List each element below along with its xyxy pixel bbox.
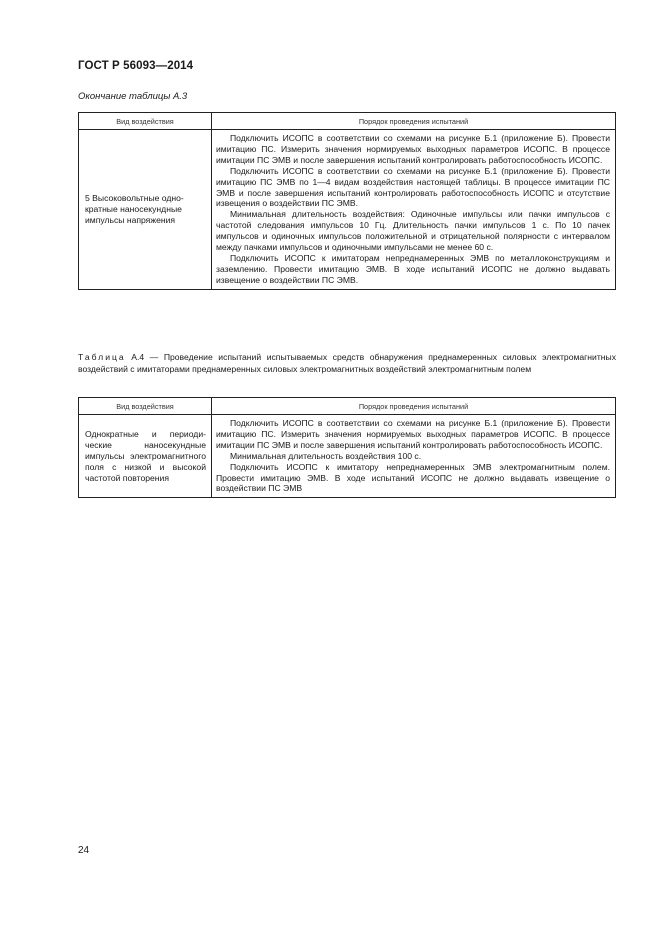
column-header-procedure: Порядок проведения испытаний	[212, 398, 616, 415]
table-row	[79, 130, 616, 290]
procedure-paragraph: Минимальная длительность воздействия 100 с.	[230, 450, 422, 461]
document-header: ГОСТ Р 56093—2014	[78, 60, 194, 72]
impact-cell	[79, 415, 212, 498]
impact-cell	[79, 130, 212, 290]
procedure-cell	[212, 130, 616, 290]
procedure-cell	[212, 415, 616, 498]
column-header-impact: Вид воздействия	[79, 398, 212, 415]
table-header-row	[79, 398, 616, 415]
column-header-impact: Вид воздействия	[79, 113, 212, 130]
procedure-paragraph: Подключить ИСОПС в соответствии со схемами на рисунке Б.1 (приложение Б). Провести имитацию ПС. Измерить значения нормируемых выходных параметров ИСОПС. В процессе имитации ПС ЭМВ и после завершения испытаний контролировать работоспособность ИСОПС.	[216, 133, 610, 165]
impact-text: 5 Высоковольтные однократные наносекундные импульсы напряжения	[85, 192, 184, 225]
column-header-procedure: Порядок проведения испытаний	[212, 113, 616, 130]
table-row	[79, 415, 616, 498]
caption-label: Таблица	[78, 352, 126, 362]
procedure-paragraph: Минимальная длительность воздействия: Одиночные импульсы или пачки импульсов с частотой следования импульсов 10 Гц. Длительность пачки импульсов 1 с. По 10 пачек импульсов и одиночных импульсов положительной и отрицательной полярности с интервалом между пачками импульсов и одиночными импульсами не менее 60 с.	[216, 209, 610, 253]
table-header-row	[79, 113, 616, 130]
procedure-paragraph: Подключить ИСОПС в соответствии со схемами на рисунке Б.1 (приложение Б). Провести имитацию ПС. Измерить значения нормируемых выходных параметров ИСОПС. В процессе имитации ПС ЭМВ и после завершения испытаний контролировать работоспособность ИСОПС.	[216, 418, 610, 450]
procedure-paragraph: Подключить ИСОПС к имитатору непреднамеренных ЭМВ электромагнитным полем. Провести имитацию ЭМВ. В ходе испытаний ИСОПС не должно выдавать извещение о воздействии ПС ЭМВ	[216, 461, 610, 494]
table-a4	[78, 397, 616, 498]
table-a3	[78, 112, 616, 290]
page-number: 24	[78, 845, 90, 856]
caption-text: А.4 — Проведение испытаний испытываемых средств обнаружения преднамеренных силовых электромагнитных воздействий с имитаторами преднамеренных силовых электромагнитных воздействий электромагнитным полем	[78, 352, 617, 374]
procedure-paragraph: Подключить ИСОПС к имитаторам непреднамеренных ЭМВ по металлоконструкциям и заземлению. Провести имитацию ЭМВ. В ходе испытаний ИСОПС не должно выдавать извещение о воздействии ПС ЭМВ.	[216, 252, 610, 285]
table-a4-caption	[78, 352, 616, 375]
impact-text: Однократные и периодические наносекундные импульсы электромагнитного поля с низкой и высокой частотой повторения	[85, 428, 206, 483]
table-continuation-label: Окончание таблицы А.3	[78, 91, 188, 102]
procedure-paragraph: Подключить ИСОПС в соответствии со схемами на рисунке Б.1 (приложение Б). Провести имитацию ПС ЭМВ по 1—4 видам воздействия настоящей таблицы. В процессе имитации ПС ЭМВ и после завершения испытаний контролировать работоспособность ИСОПС и отсутствие извещения о воздействии ПС ЭМВ.	[216, 165, 610, 209]
